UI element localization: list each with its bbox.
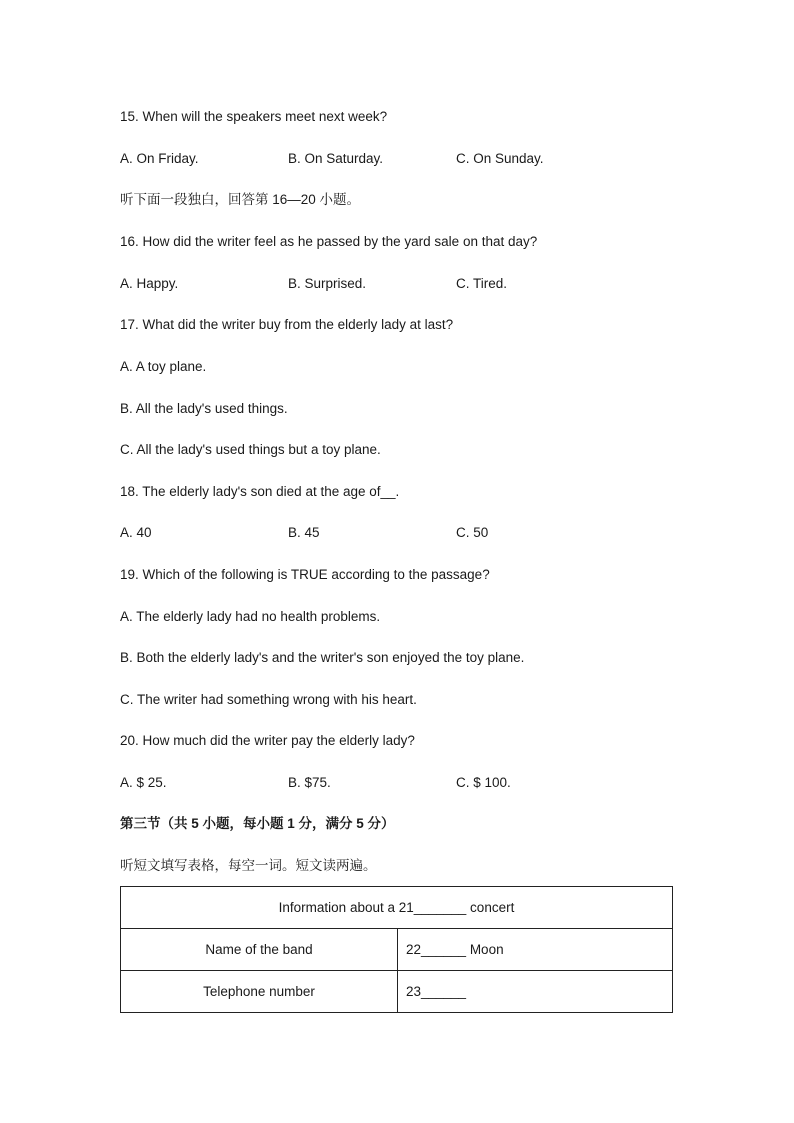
question-20-text: 20. How much did the writer pay the elderly lady? bbox=[120, 733, 415, 748]
table-cell-band-value: 22______ Moon bbox=[398, 929, 673, 971]
question-19-text: 19. Which of the following is TRUE according to the passage? bbox=[120, 567, 490, 582]
question-20-option-b: B. $75. bbox=[288, 775, 331, 790]
table-row bbox=[121, 971, 673, 1013]
question-19-option-c: C. The writer had something wrong with his heart. bbox=[120, 692, 417, 707]
question-20-option-c: C. $ 100. bbox=[456, 775, 511, 790]
question-18-option-a: A. 40 bbox=[120, 525, 152, 540]
question-15-option-c: C. On Sunday. bbox=[456, 151, 544, 166]
question-17-option-a: A. A toy plane. bbox=[120, 359, 207, 374]
table-cell-phone-label: Telephone number bbox=[121, 971, 398, 1013]
table-header-cell: Information about a 21_______ concert bbox=[121, 887, 673, 929]
question-17-option-c: C. All the lady's used things but a toy plane. bbox=[120, 442, 381, 457]
question-18-option-b: B. 45 bbox=[288, 525, 320, 540]
question-20-option-a: A. $ 25. bbox=[120, 775, 167, 790]
question-16-option-c: C. Tired. bbox=[456, 276, 508, 291]
table-cell-phone-value: 23______ bbox=[398, 971, 673, 1013]
question-17-text: 17. What did the writer buy from the elderly lady at last? bbox=[120, 317, 454, 332]
question-18-option-c: C. 50 bbox=[456, 525, 489, 540]
question-15-text: 15. When will the speakers meet next week? bbox=[120, 109, 388, 124]
table-header-row bbox=[121, 887, 673, 929]
question-16-option-b: B. Surprised. bbox=[288, 276, 367, 291]
question-19-option-a: A. The elderly lady had no health problems. bbox=[120, 609, 381, 624]
question-19-option-b: B. Both the elderly lady's and the writer's son enjoyed the toy plane. bbox=[120, 650, 525, 665]
table-cell-band-label: Name of the band bbox=[121, 929, 398, 971]
question-15-option-b: B. On Saturday. bbox=[288, 151, 384, 166]
question-18-text: 18. The elderly lady's son died at the age of__. bbox=[120, 484, 400, 499]
table-row bbox=[121, 929, 673, 971]
section-3-instruction: 听短文填写表格，每空一词。短文读两遍。 bbox=[120, 858, 377, 873]
instruction-16-20: 听下面一段独白，回答第 16—20 小题。 bbox=[120, 192, 361, 207]
concert-info-table bbox=[120, 886, 673, 1013]
question-16-text: 16. How did the writer feel as he passed by the yard sale on that day? bbox=[120, 234, 538, 249]
question-16-option-a: A. Happy. bbox=[120, 276, 179, 291]
section-3-title: 第三节（共 5 小题，每小题 1 分，满分 5 分） bbox=[120, 816, 395, 831]
question-15-option-a: A. On Friday. bbox=[120, 151, 199, 166]
question-17-option-b: B. All the lady's used things. bbox=[120, 401, 288, 416]
